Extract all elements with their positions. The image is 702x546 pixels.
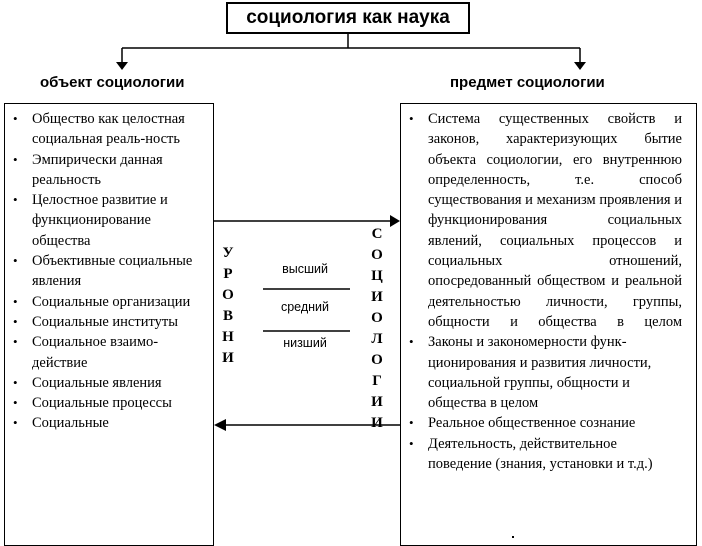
sociology-vertical-label [369, 224, 385, 434]
letter: С [371, 226, 383, 242]
subject-box [400, 103, 697, 546]
object-box [4, 103, 214, 546]
object-item: • Социальные организации [5, 292, 213, 312]
letter: Н [222, 329, 234, 345]
letter: И [371, 289, 383, 305]
object-item: • Эмпирически данная реальность [5, 150, 213, 191]
subject-item: • Законы и закономерности функ-ционирования и развития личности, социальной группы, общности и общества в целом [401, 332, 696, 413]
object-item: • Объективные социальные явления [5, 251, 213, 292]
arrow-to-subject [574, 62, 586, 70]
letter: О [371, 247, 383, 263]
letter: Р [223, 266, 233, 282]
object-item: • Социальные [5, 413, 213, 433]
subject-item: • Реальное общественное сознание [401, 413, 696, 433]
letter: Г [372, 373, 382, 389]
object-item: • Целостное развитие и функционирование общества [5, 190, 213, 251]
letter: О [222, 287, 234, 303]
letter: У [222, 245, 234, 261]
object-heading: объект социологии [40, 74, 185, 91]
letter: И [371, 415, 383, 431]
object-item: • Социальные явления [5, 373, 213, 393]
diagram-title: социология как наука [226, 2, 470, 34]
levels-vertical-label [220, 243, 236, 369]
object-item: • Социальные процессы [5, 393, 213, 413]
subject-item: • Деятельность, действительное поведение (знания, установки и т.д.) [401, 434, 696, 475]
level-high: высший [282, 262, 328, 276]
object-item: • Социальное взаимо-действие [5, 332, 213, 373]
object-item: • Социальные институты [5, 312, 213, 332]
letter: Л [371, 331, 383, 347]
arrow-right [390, 215, 400, 227]
letter: В [222, 308, 233, 324]
stray-dot [512, 536, 514, 538]
level-low: низший [283, 336, 327, 350]
arrow-left [214, 419, 226, 431]
letter: И [222, 350, 234, 366]
letter: И [371, 394, 383, 410]
subject-item: • Система существенных свойств и законов, характеризующих бытие объекта социологии, его внутреннюю определенность, т.е. способ существования и механизм проявления и функционирования социальных явлений, социальных процессов и социальных отношений, опосредованный обществом и реальной деятельностью личности, группы, общности и общества в целом [401, 109, 696, 332]
level-middle: средний [280, 300, 330, 314]
letter: О [371, 310, 383, 326]
letter: Ц [371, 268, 383, 284]
object-item: • Общество как целостная социальная реаль-ность [5, 109, 213, 150]
subject-heading: предмет социологии [450, 74, 605, 91]
letter: О [371, 352, 383, 368]
arrow-to-object [116, 62, 128, 70]
